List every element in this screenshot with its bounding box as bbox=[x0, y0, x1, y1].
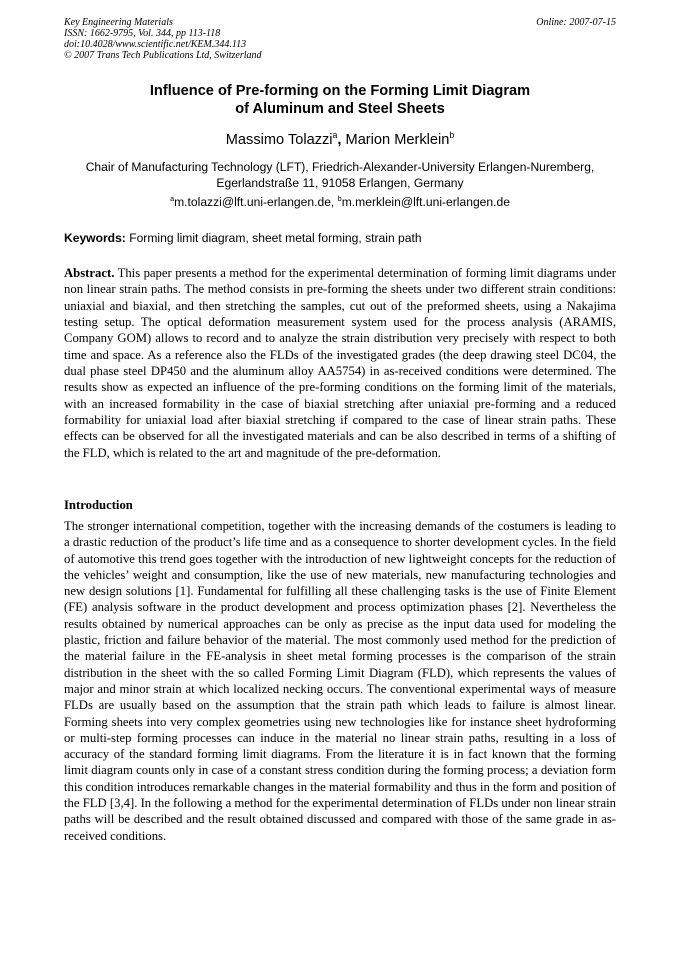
online-date: Online: 2007-07-15 bbox=[536, 17, 616, 28]
journal-name: Key Engineering Materials bbox=[64, 17, 173, 28]
abstract-label: Abstract. bbox=[64, 266, 115, 280]
email-mark: a bbox=[170, 193, 175, 203]
author-affiliation bbox=[62, 159, 618, 191]
keywords-text: Forming limit diagram, sheet metal forming, strain path bbox=[125, 231, 422, 245]
journal-issn: ISSN: 1662-9795, Vol. 344, pp 113-118 bbox=[64, 28, 221, 39]
email-mark: b bbox=[337, 193, 342, 203]
author-name: Massimo Tolazzi bbox=[225, 132, 333, 148]
section-heading-introduction: Introduction bbox=[64, 498, 133, 512]
email-address: m.merklein@lft.uni-erlangen.de bbox=[341, 195, 510, 209]
abstract bbox=[64, 265, 616, 461]
author-emails bbox=[60, 194, 620, 210]
author-separator: , bbox=[337, 132, 346, 148]
keywords bbox=[64, 230, 616, 246]
affiliation-line-1: Chair of Manufacturing Technology (LFT), Friedrich-Alexander-University Erlangen-Nuremberg, bbox=[85, 160, 595, 174]
journal-doi: doi:10.4028/www.scientific.net/KEM.344.113 bbox=[64, 39, 247, 50]
keywords-label: Keywords: bbox=[64, 231, 126, 245]
title-line-1: Influence of Pre-forming on the Forming Limit Diagram bbox=[149, 83, 531, 99]
paper-title bbox=[60, 82, 620, 118]
email-separator: , bbox=[330, 195, 338, 209]
author-name: Marion Merklein bbox=[345, 132, 450, 148]
author-list bbox=[60, 131, 620, 149]
affiliation-line-2: Egerlandstraße 11, 91058 Erlangen, Germany bbox=[216, 176, 464, 190]
title-line-2: of Aluminum and Steel Sheets bbox=[235, 101, 445, 117]
introduction-paragraph: The stronger international competition, together with the increasing demands of the costumers is leading to a drastic reduction of the product’s life time and as a consequence to shorter development cycles. In the field of automotive this trend goes together with the introduction of new lightweight concepts for the reduction of the vehicles’ weight and consumption, like the use of new materials, new manufacturing technologies and new design solutions [1]. Fundamental for fulfilling all these challenging tasks is the use of Finite Element (FE) analysis software in the product development and process optimization phases [2]. Nevertheless the results obtained by numerical approaches can be only as precise as the input data used for modeling the plastic, friction and failure behavior of the material. The most commonly used method for the prediction of the material failure in the FE-analysis in sheet metal forming processes is the comparison of the strain distribution in the sheet with the so called Forming Limit Diagram (FLD), which represents the values of major and minor strain at which localized necking occurs. The conventional experimental ways of measure FLDs are usually based on the assumption that the strain path which leads to failure is almost linear. Forming sheets into very complex geometries using new technologies like for instance sheet hydroforming or multi-step forming processes can induce in the material no linear strain paths, resulting in a loss of accuracy of the standard forming limit diagrams. From the literature it is in fact known that the forming limit diagram counts only in case of a constant stress condition during the forming process; a deviation form this condition introduces remarkable changes in the material formability and thus in the form and position of the FLD [3,4]. In the following a method for the experimental determination of FLDs under non linear strain paths will be described and the result obtained discussed and compared with those of the same grade in as-received conditions. bbox=[64, 519, 616, 843]
author-affiliation-mark: a bbox=[332, 130, 338, 141]
journal-header bbox=[64, 17, 616, 61]
abstract-text: This paper presents a method for the experimental determination of forming limit diagrams under non linear strain paths. The method consists in pre-forming the sheets under two different strain conditions: uniaxial and biaxial, and then stretching the samples, cut out of the preformed sheets, using a Nakajima testing setup. The optical deformation measurement system used for the process analysis (ARAMIS, Company GOM) allows to record and to analyze the strain distribution very precisely with respect to both time and space. As a reference also the FLDs of the investigated grades (the deep drawing steel DC04, the dual phase steel DP450 and the aluminum alloy AA5754) in as-received conditions were determined. The results show as expected an influence of the pre-forming conditions on the forming limit of the materials, with an increased formability in the case of biaxial stretching after uniaxial pre-forming and a reduced formability for uniaxial load after biaxial stretching if compared to the case of linear strain paths. These effects can be observed for all the investigated materials and can be also described in terms of a shifting of the FLD, which is related to the art and magnitude of the pre-deformation. bbox=[64, 266, 616, 460]
journal-copyright: © 2007 Trans Tech Publications Ltd, Switzerland bbox=[64, 50, 262, 61]
author-affiliation-mark: b bbox=[449, 130, 455, 141]
email-address: m.tolazzi@lft.uni-erlangen.de bbox=[174, 195, 331, 209]
